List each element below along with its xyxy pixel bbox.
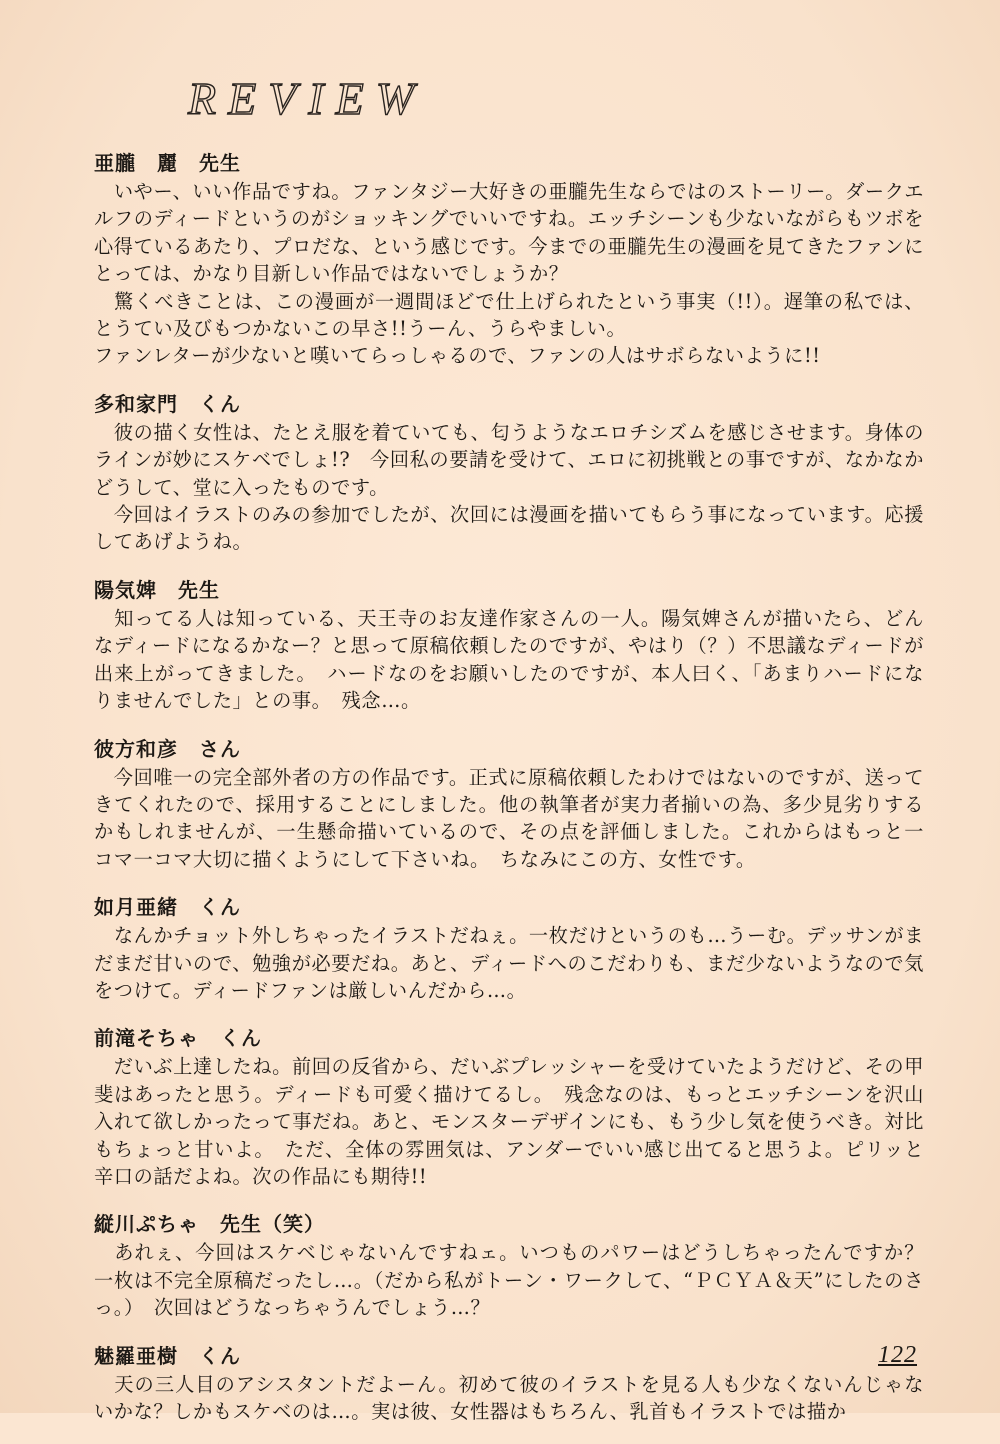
review-entry — [94, 1023, 924, 1190]
review-entry — [94, 148, 924, 370]
review-paragraph: ファンレターが少ないと嘆いてらっしゃるので、ファンの人はサボらないように!! — [94, 344, 821, 368]
page-number: 122 — [878, 1342, 917, 1368]
review-author: 陽気婢 先生 — [94, 577, 220, 602]
review-paragraph: あれぇ、今回はスケベじゃないんですねェ。いつものパワーはどうしちゃったんですか？ 一枚は不完全原稿だったし…。（だから私がトーン・ワークして、“ＰＣＹＡ＆天”にしたのさっ。） 次回はどうなっちゃうんでしょう…？ — [94, 1241, 944, 1320]
review-paragraph: 天の三人目のアシスタントだよーん。初めて彼のイラストを見る人も少なくないんじゃないかな？しかもスケベのは…。実は彼、女性器はもちろん、乳首もイラストでは描か — [94, 1372, 924, 1423]
review-author: 縦川ぷちゃ 先生（笑） — [94, 1212, 325, 1237]
review-author: 如月亜緒 くん — [94, 895, 241, 920]
review-author: 多和家門 くん — [94, 391, 241, 416]
review-paragraph: だいぶ上達したね。前回の反省から、だいぶプレッシャーを受けていたようだけど、その甲斐はあったと思う。ディードも可愛く描けてるし。 残念なのは、もっとエッチシーンを沢山入れて欲しかったって事だね。あと、モンスターデザインにも、もう少し気を使うべき。対比もちょっと甘いよ。 ただ、全体の雰囲気は、アンダーでいい感じ出てると思うよ。ピリッと辛口の話だよね。次の作品にも期待!! — [94, 1055, 924, 1188]
review-paragraph: 今回はイラストのみの参加でしたが、次回には漫画を描いてもらう事になっています。応援してあげようね。 — [94, 503, 924, 554]
review-paragraph: 彼の描く女性は、たとえ服を着ていても、匂うようなエロチシズムを感じさせます。身体のラインが妙にスケベでしょ!? 今回私の要請を受けて、エロに初挑戦との事ですが、なかなかどうして、堂に入ったものです。 — [94, 420, 924, 499]
review-entry — [94, 892, 924, 1004]
review-author: 亜朧 麗 先生 — [94, 151, 241, 175]
review-author: 前滝そちゃ くん — [94, 1026, 262, 1051]
review-paragraph: いやー、いい作品ですね。ファンタジー大好きの亜朧先生ならではのストーリー。ダークエルフのディードというのがショッキングでいいですね。エッチシーンも少ないながらもツボを心得ているあたり、プロだな、という感じです。今までの亜朧先生の漫画を見てきたファンにとっては、かなり目新しい作品ではないでしょうか？ — [94, 180, 924, 286]
review-entry — [94, 575, 924, 715]
review-paragraph: なんかチョット外しちゃったイラストだねぇ。一枚だけというのも…うーむ。デッサンがまだまだ甘いので、勉強が必要だね。あと、ディードへのこだわりも、まだ少ないようなので気をつけて。ディードファンは厳しいんだから…。 — [94, 924, 924, 1002]
page-title: REVIEW — [188, 73, 427, 124]
review-paragraph: 今回唯一の完全部外者の方の作品です。正式に原稿依頼したわけではないのですが、送ってきてくれたので、採用することにしました。他の執筆者が実力者揃いの為、多少見劣りするかもしれませんが、一生懸命描いているので、その点を評価しました。これからはもっと一コマ一コマ大切に描くようにして下さいね。 ちなみにこの方、女性です。 — [94, 765, 924, 871]
review-paragraph: 驚くべきことは、この漫画が一週間ほどで仕上げられたという事実（!!）。遅筆の私では、とうてい及びもつかないこの早さ!!うーん、うらやましい。 — [94, 289, 924, 341]
review-entry — [94, 1209, 944, 1321]
review-list — [94, 148, 944, 1444]
review-author: 魅羅亜樹 くん — [94, 1343, 241, 1368]
review-entry — [94, 734, 924, 874]
review-entry — [94, 389, 924, 556]
review-author: 彼方和彦 さん — [94, 736, 241, 761]
review-paragraph: 知ってる人は知っている、天王寺のお友達作家さんの一人。陽気婢さんが描いたら、どんなディードになるかなー？と思って原稿依頼したのですが、やはり（？）不思議なディードが出来上がってきました。 ハードなのをお願いしたのですが、本人曰く、「あまりハードになりませんでした」との事。 残念…。 — [94, 606, 924, 713]
